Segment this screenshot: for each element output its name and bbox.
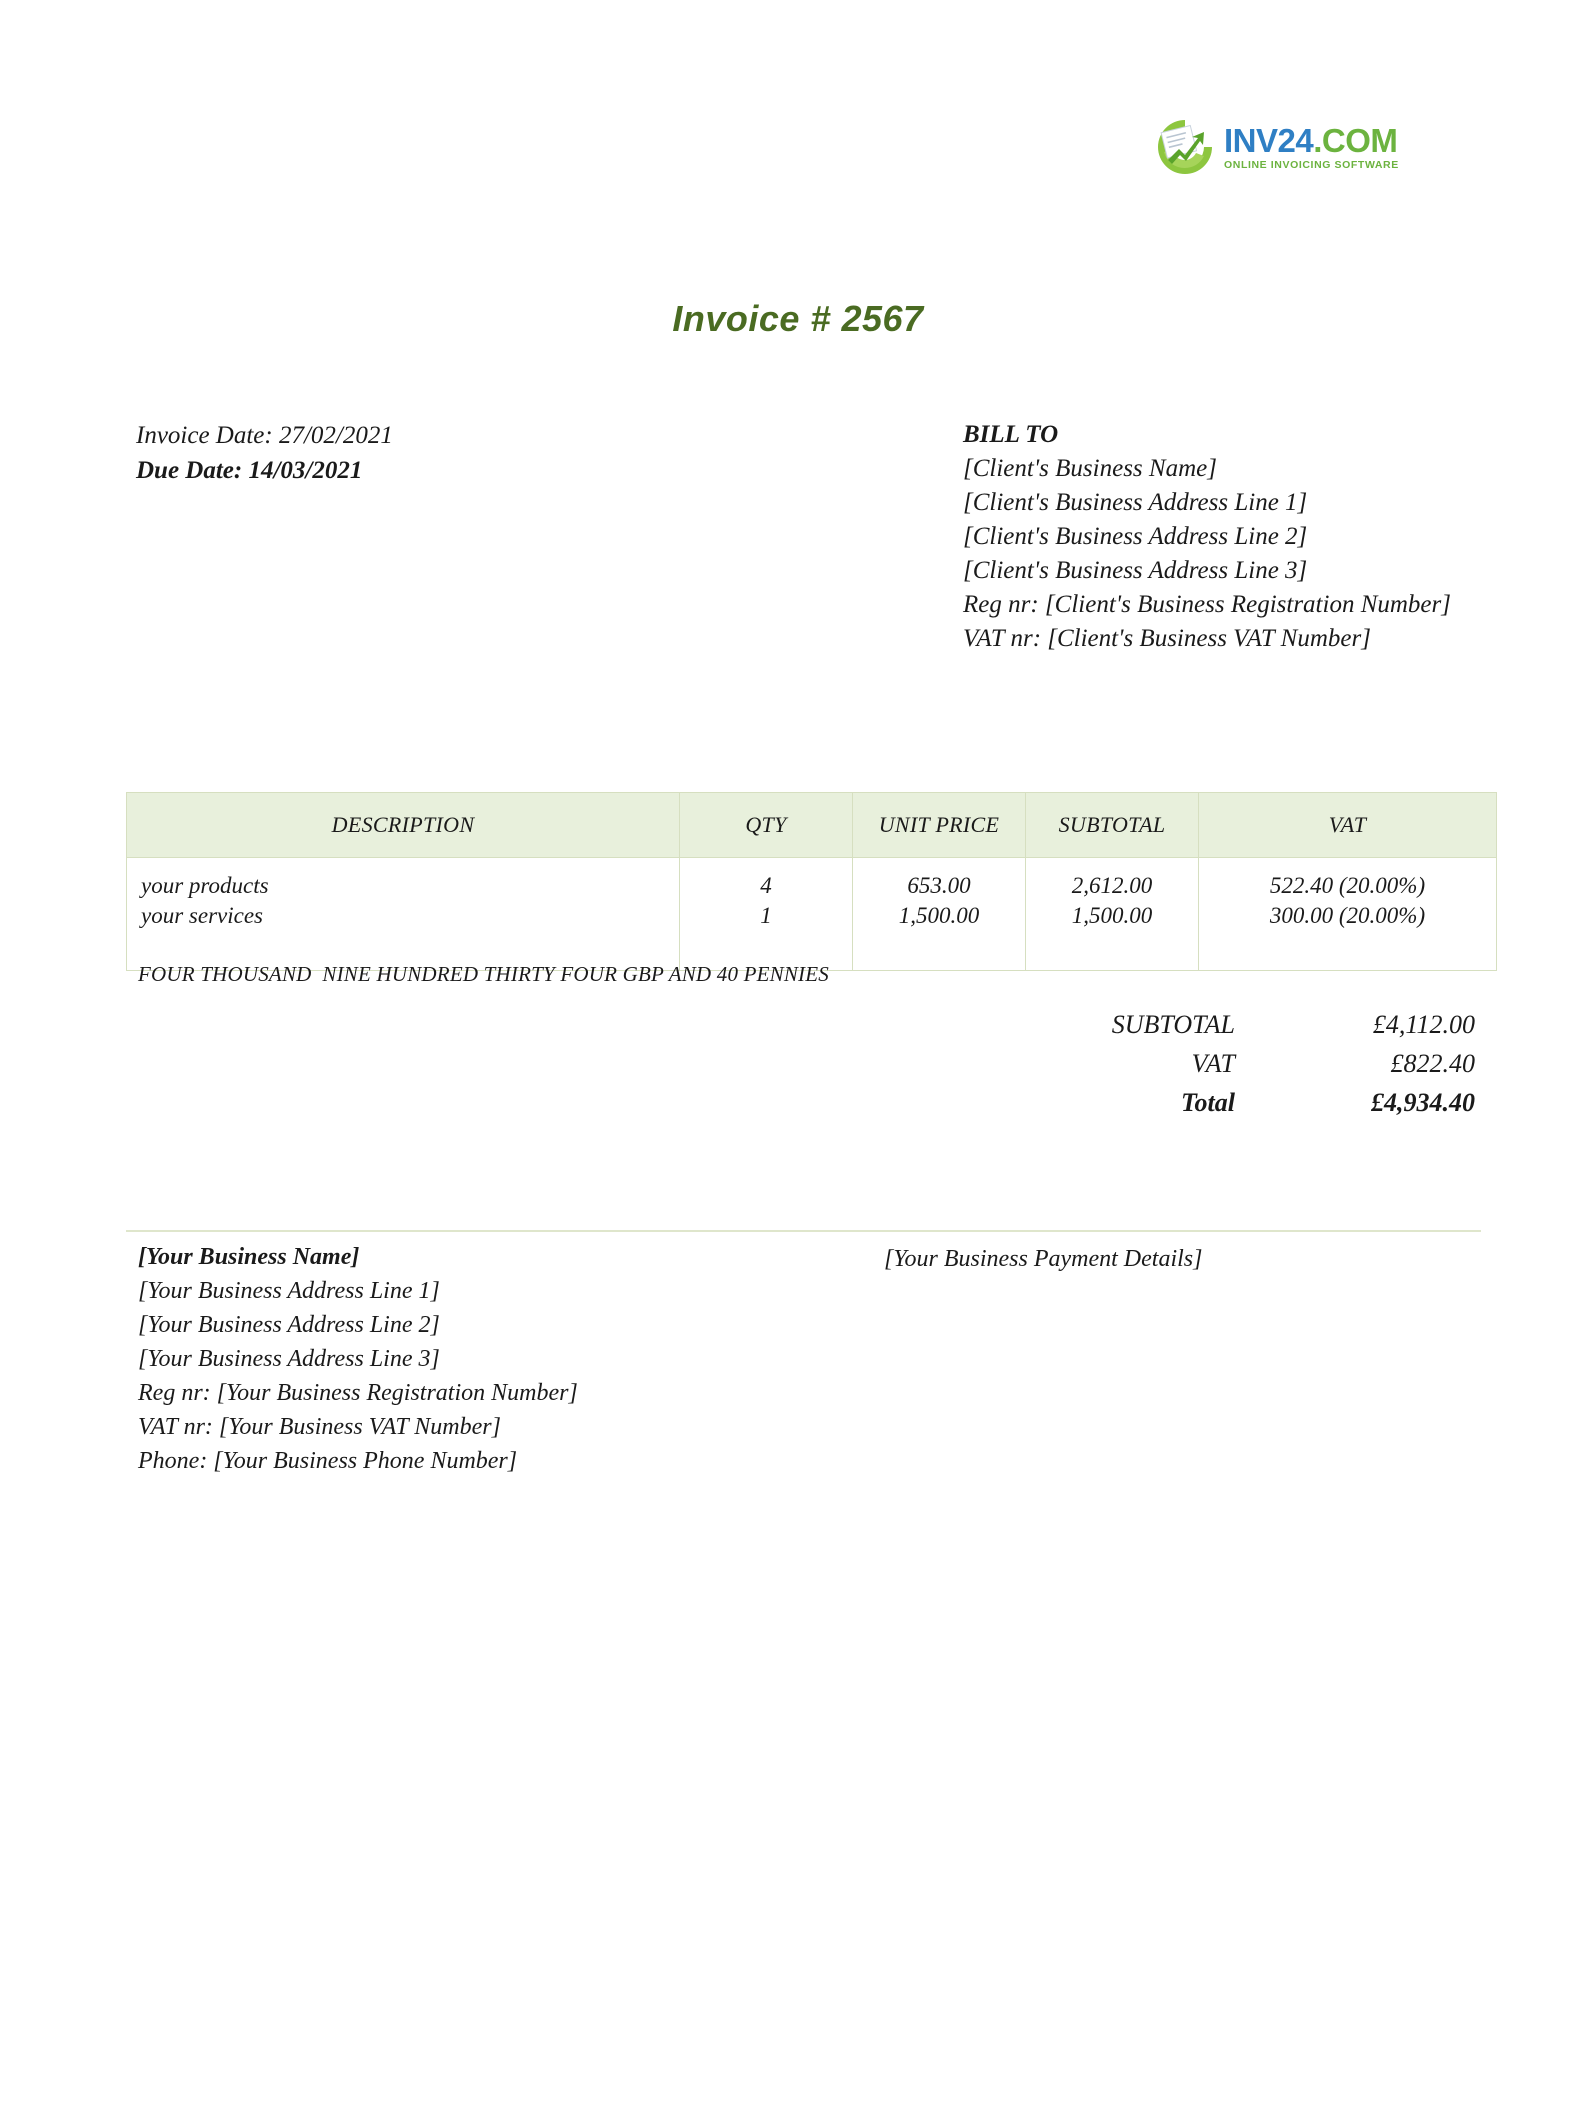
your-business-line: [Your Business Address Line 3] [138, 1346, 440, 1372]
brand-tagline: ONLINE INVOICING SOFTWARE [1224, 158, 1399, 171]
payment-details-block [884, 1242, 1202, 1276]
brand-name [1224, 121, 1399, 159]
bill-to-line: [Client's Business Address Line 3] [963, 557, 1308, 584]
column-header-vat: VAT [1199, 793, 1497, 858]
column-header-unit-price: UNIT PRICE [853, 793, 1026, 858]
cell-unit-price: 1,500.00 [898, 903, 980, 928]
your-business-line: [Your Business Address Line 2] [138, 1312, 440, 1338]
vat-label: VAT [1191, 1049, 1235, 1078]
brand-name-primary: INV24 [1224, 121, 1314, 159]
line-items-table [126, 792, 1497, 971]
column-header-description: DESCRIPTION [127, 793, 680, 858]
brand-logo [1152, 112, 1402, 182]
your-business-line: VAT nr: [Your Business VAT Number] [138, 1414, 501, 1440]
bill-to-line: VAT nr: [Client's Business VAT Number] [963, 625, 1371, 652]
table-header-row [127, 793, 1497, 858]
inv24-logo-icon [1152, 116, 1218, 178]
bill-to-line: Reg nr: [Client's Business Registration Number] [963, 591, 1451, 618]
cell-vat: 300.00 (20.00%) [1269, 903, 1426, 928]
totals-row-subtotal [900, 1005, 1475, 1044]
footer-divider [126, 1230, 1481, 1232]
cell-vat-group [1199, 858, 1497, 971]
cell-subtotal-group [1026, 858, 1199, 971]
totals-block [900, 1005, 1475, 1122]
cell-description: your products [141, 873, 269, 898]
brand-name-suffix: .COM [1313, 121, 1398, 159]
payment-details: [Your Business Payment Details] [884, 1246, 1203, 1272]
your-business-line: Phone: [Your Business Phone Number] [138, 1448, 518, 1474]
cell-subtotal: 1,500.00 [1071, 903, 1153, 928]
vat-value: £822.40 [1390, 1049, 1475, 1078]
total-label: Total [1181, 1088, 1235, 1117]
brand-logo-text [1224, 121, 1399, 171]
cell-qty: 1 [760, 903, 772, 928]
due-date: Due Date: 14/03/2021 [136, 457, 363, 484]
your-business-block [138, 1240, 578, 1478]
column-header-qty: QTY [680, 793, 853, 858]
subtotal-label: SUBTOTAL [1111, 1010, 1235, 1039]
cell-qty-group [680, 858, 853, 971]
page-title: Invoice # 2567 [672, 298, 924, 339]
invoice-date: Invoice Date: 27/02/2021 [136, 422, 393, 449]
your-business-line: [Your Business Address Line 1] [138, 1278, 440, 1304]
cell-description: your services [141, 903, 263, 928]
totals-row-total [900, 1083, 1475, 1122]
bill-to-block [963, 418, 1473, 656]
invoice-dates [136, 418, 393, 488]
cell-qty: 4 [760, 873, 772, 898]
bill-to-line: [Client's Business Address Line 2] [963, 523, 1308, 550]
cell-vat: 522.40 (20.00%) [1269, 873, 1426, 898]
totals-row-vat [900, 1044, 1475, 1083]
your-business-name: [Your Business Name] [138, 1244, 360, 1270]
column-header-subtotal: SUBTOTAL [1026, 793, 1199, 858]
cell-subtotal: 2,612.00 [1071, 873, 1153, 898]
total-value: £4,934.40 [1371, 1088, 1475, 1117]
bill-to-heading: BILL TO [963, 421, 1059, 448]
your-business-line: Reg nr: [Your Business Registration Number] [138, 1380, 578, 1406]
subtotal-value: £4,112.00 [1372, 1010, 1475, 1039]
bill-to-line: [Client's Business Name] [963, 455, 1217, 482]
cell-unit-price: 653.00 [907, 873, 971, 898]
cell-unit-price-group [853, 858, 1026, 971]
cell-description-group [127, 858, 680, 971]
amount-in-words: FOUR THOUSAND NINE HUNDRED THIRTY FOUR GBP AND 40 PENNIES [138, 962, 829, 986]
bill-to-line: [Client's Business Address Line 1] [963, 489, 1308, 516]
table-row [127, 858, 1497, 971]
